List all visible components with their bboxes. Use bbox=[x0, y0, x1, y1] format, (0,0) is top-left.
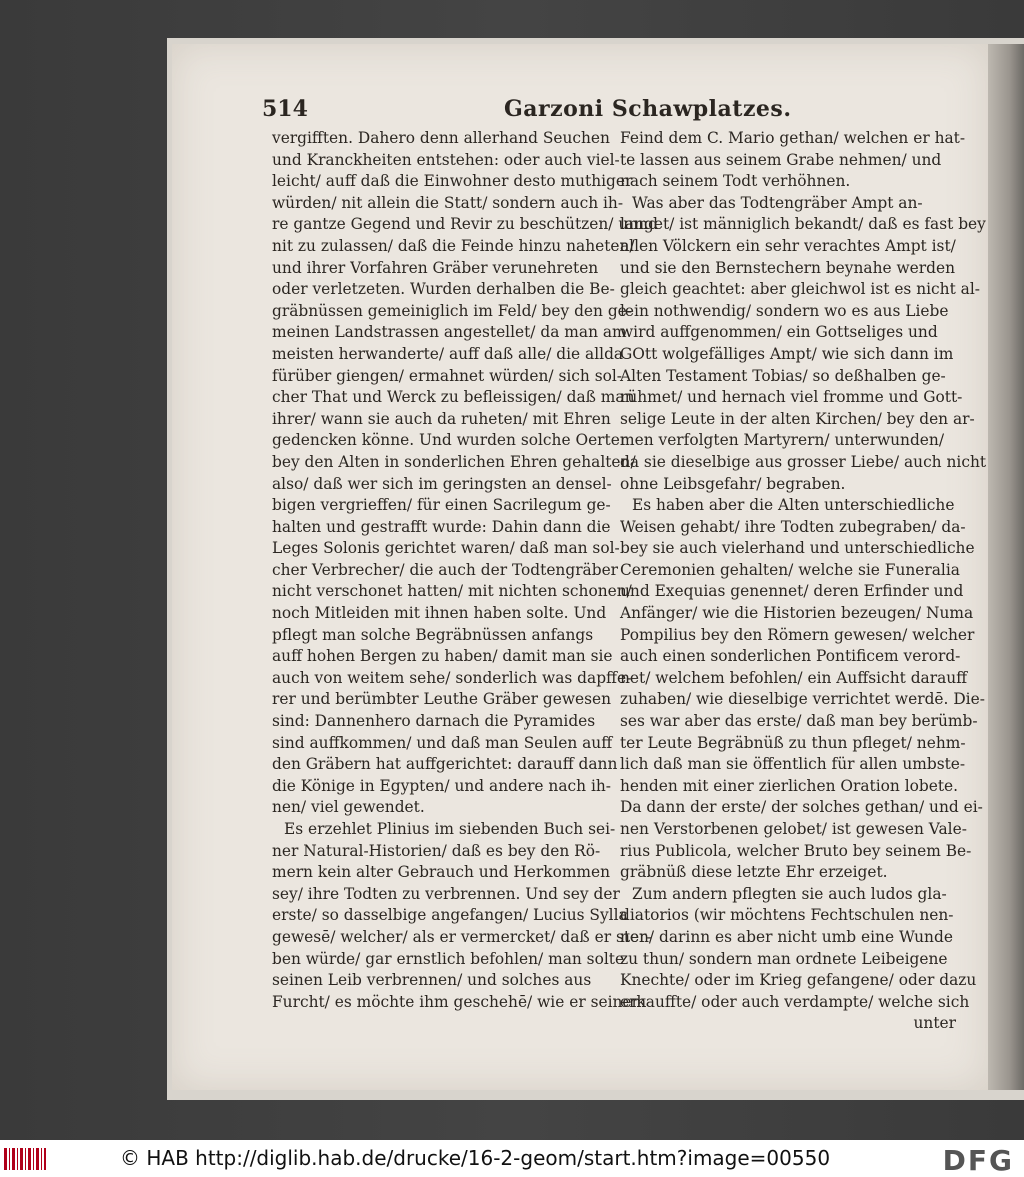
text-line: nach seinem Todt verhöhnen. bbox=[620, 172, 851, 191]
text-line: auff hohen Bergen zu haben/ damit man sie bbox=[272, 647, 613, 666]
text-line: Zum andern pflegten sie auch ludos gla- bbox=[632, 884, 947, 903]
text-line: lich daß man sie öffentlich für allen umbste- bbox=[620, 755, 966, 774]
text-line: Weisen gehabt/ ihre Todten zubegraben/ da- bbox=[620, 517, 966, 536]
text-line: die Könige in Egypten/ und andere nach ih- bbox=[272, 776, 611, 795]
text-line: vergifften. Dahero denn allerhand Seuchen bbox=[272, 129, 610, 147]
text-line: Knechte/ oder im Krieg gefangene/ oder dazu bbox=[620, 971, 977, 990]
text-line: auch einen sonderlichen Pontificem verord- bbox=[620, 647, 961, 666]
text-line: den Gräbern hat auffgerichtet: darauff dann bbox=[272, 755, 618, 774]
text-line: und ihrer Vorfahren Gräber verunehreten bbox=[272, 258, 599, 277]
text-line: würden/ nit allein die Statt/ sondern auch ih- bbox=[272, 193, 624, 212]
text-line: meisten herwanderte/ auff daß alle/ die allda bbox=[272, 344, 624, 363]
text-line: nen/ darinn es aber nicht umb eine Wunde bbox=[620, 927, 953, 946]
right-text-column bbox=[620, 128, 987, 1035]
text-line: Leges Solonis gerichtet waren/ daß man sol- bbox=[272, 539, 620, 558]
text-line: nen Verstorbenen gelobet/ ist gewesen Vale- bbox=[620, 820, 967, 838]
text-line: henden mit einer zierlichen Oration lobete. bbox=[620, 776, 959, 795]
text-line: Was aber das Todtengräber Ampt an- bbox=[632, 193, 923, 212]
text-line: re gantze Gegend und Revir zu beschützen/ unnd bbox=[272, 215, 658, 234]
text-line: halten und gestrafft wurde: Dahin dann die bbox=[272, 517, 611, 536]
text-line: allen Völckern ein sehr verachtes Ampt ist/ bbox=[620, 236, 956, 255]
text-line: gräbnüß diese letzte Ehr erzeiget. bbox=[620, 863, 888, 882]
footer-copyright-url[interactable]: © HAB http://diglib.hab.de/drucke/16-2-geom/start.htm?image=00550 bbox=[120, 1146, 831, 1170]
text-line: GOtt wolgefälliges Ampt/ wie sich dann im bbox=[620, 344, 954, 363]
text-line: lein nothwendig/ sondern wo es aus Liebe bbox=[620, 301, 949, 320]
text-line: leicht/ auff daß die Einwohner desto muthiger bbox=[272, 172, 633, 191]
text-line: sind auffkommen/ und daß man Seulen auff bbox=[272, 733, 613, 752]
dfg-logo: DFG bbox=[942, 1144, 1014, 1177]
text-line: Es erzehlet Plinius im siebenden Buch sei- bbox=[284, 820, 616, 838]
text-line: selige Leute in der alten Kirchen/ bey den ar- bbox=[620, 409, 975, 428]
text-line: rius Publicola, welcher Bruto bey seinem Be- bbox=[620, 841, 972, 860]
text-line: nit zu zulassen/ daß die Feinde hinzu naheten/ bbox=[272, 236, 635, 255]
text-line: ner Natural-Historien/ daß es bey den Rö- bbox=[272, 841, 601, 860]
text-line: ihrer/ wann sie auch da ruheten/ mit Ehren bbox=[272, 409, 611, 428]
footer-bar bbox=[0, 1140, 1024, 1177]
text-line: rühmet/ und hernach viel fromme und Gott- bbox=[620, 388, 963, 407]
running-head: Garzoni Schawplatzes. bbox=[504, 96, 792, 122]
text-line: zu thun/ sondern man ordnete Leibeigene bbox=[620, 949, 948, 968]
text-line: langet/ ist männiglich bekandt/ daß es fast bey bbox=[620, 215, 986, 234]
barcode-icon bbox=[4, 1148, 46, 1170]
text-line: nen/ viel gewendet. bbox=[272, 798, 425, 817]
text-line: bey den Alten in sonderlichen Ehren gehalten/ bbox=[272, 452, 636, 471]
text-line: erste/ so dasselbige angefangen/ Lucius Sylla bbox=[272, 906, 628, 925]
text-line: gräbnüssen gemeiniglich im Feld/ bey den ge- bbox=[272, 301, 632, 320]
text-line: seinen Leib verbrennen/ und solches aus bbox=[272, 971, 592, 990]
text-line: und Kranckheiten entstehen: oder auch viel- bbox=[272, 150, 620, 169]
text-line: net/ welchem befohlen/ ein Auffsicht darauff bbox=[620, 668, 968, 687]
text-line: noch Mitleiden mit ihnen haben solte. Und bbox=[272, 604, 607, 623]
text-line: cher That und Werck zu befleissigen/ daß man bbox=[272, 388, 635, 407]
text-line: wird auffgenommen/ ein Gottseliges und bbox=[620, 323, 938, 342]
text-line: sind: Dannenhero darnach die Pyramides bbox=[272, 712, 596, 731]
text-line: Feind dem C. Mario gethan/ welchen er hat- bbox=[620, 129, 966, 147]
text-line: und Exequias genennet/ deren Erfinder und bbox=[620, 582, 964, 601]
text-line: erkauffte/ oder auch verdampte/ welche sich bbox=[620, 992, 970, 1011]
text-line: sey/ ihre Todten zu verbrennen. Und sey der bbox=[272, 884, 620, 903]
text-line: pflegt man solche Begräbnüssen anfangs bbox=[272, 625, 594, 644]
page-gutter-shadow bbox=[988, 44, 1024, 1090]
text-line: oder verletzeten. Wurden derhalben die Be- bbox=[272, 280, 615, 299]
text-line: unter bbox=[913, 1014, 956, 1033]
page-header bbox=[262, 96, 962, 128]
text-line: rer und berümbter Leuthe Gräber gewesen bbox=[272, 690, 612, 709]
text-line: meinen Landstrassen angestellet/ da man am bbox=[272, 323, 627, 342]
text-line: Furcht/ es möchte ihm geschehē/ wie er seinem bbox=[272, 992, 647, 1011]
text-line: gewesē/ welcher/ als er vermercket/ daß er ster- bbox=[272, 927, 652, 946]
text-line: da sie dieselbige aus grosser Liebe/ auch nicht bbox=[620, 452, 987, 471]
text-line: Anfänger/ wie die Historien bezeugen/ Numa bbox=[620, 604, 974, 623]
text-line: ben würde/ gar ernstlich befohlen/ man solte bbox=[272, 949, 625, 968]
text-line: Es haben aber die Alten unterschiedliche bbox=[632, 496, 955, 515]
text-line: bey sie auch vielerhand und unterschiedliche bbox=[620, 539, 975, 558]
text-line: ter Leute Begräbnüß zu thun pfleget/ nehm- bbox=[620, 733, 966, 752]
text-line: mern kein alter Gebrauch und Herkommen bbox=[272, 863, 611, 882]
text-line: Ceremonien gehalten/ welche sie Funeralia bbox=[620, 560, 960, 579]
text-line: ses war aber das erste/ daß man bey berümb- bbox=[620, 712, 978, 731]
left-text-column bbox=[272, 128, 658, 1013]
text-line: bigen vergrieffen/ für einen Sacrilegum ge- bbox=[272, 496, 611, 515]
text-line: also/ daß wer sich im geringsten an densel- bbox=[272, 474, 612, 493]
text-line: nicht verschonet hatten/ mit nichten schonen/ bbox=[272, 582, 632, 601]
text-line: cher Verbrecher/ die auch der Todtengräber bbox=[272, 560, 619, 579]
text-line: Da dann der erste/ der solches gethan/ und ei- bbox=[620, 798, 983, 817]
text-line: fürüber giengen/ ermahnet würden/ sich sol- bbox=[272, 366, 623, 385]
text-line: und sie den Bernstechern beynahe werden bbox=[620, 258, 956, 277]
text-line: Alten Testament Tobias/ so deßhalben ge- bbox=[620, 366, 946, 385]
text-line: diatorios (wir möchtens Fechtschulen nen- bbox=[620, 906, 954, 925]
text-line: Pompilius bey den Römern gewesen/ welcher bbox=[620, 625, 975, 644]
text-line: zuhaben/ wie dieselbige verrichtet werdē. Die- bbox=[620, 690, 985, 709]
text-line: gleich geachtet: aber gleichwol ist es nicht al- bbox=[620, 280, 980, 299]
text-line: auch von weitem sehe/ sonderlich was dapffe- bbox=[272, 668, 632, 687]
text-line: men verfolgten Martyrern/ unterwunden/ bbox=[620, 431, 945, 450]
page-number: 514 bbox=[262, 96, 308, 122]
text-line: gedencken könne. Und wurden solche Oerter bbox=[272, 431, 628, 450]
text-line: te lassen aus seinem Grabe nehmen/ und bbox=[620, 150, 942, 169]
text-line: ohne Leibsgefahr/ begraben. bbox=[620, 474, 846, 493]
